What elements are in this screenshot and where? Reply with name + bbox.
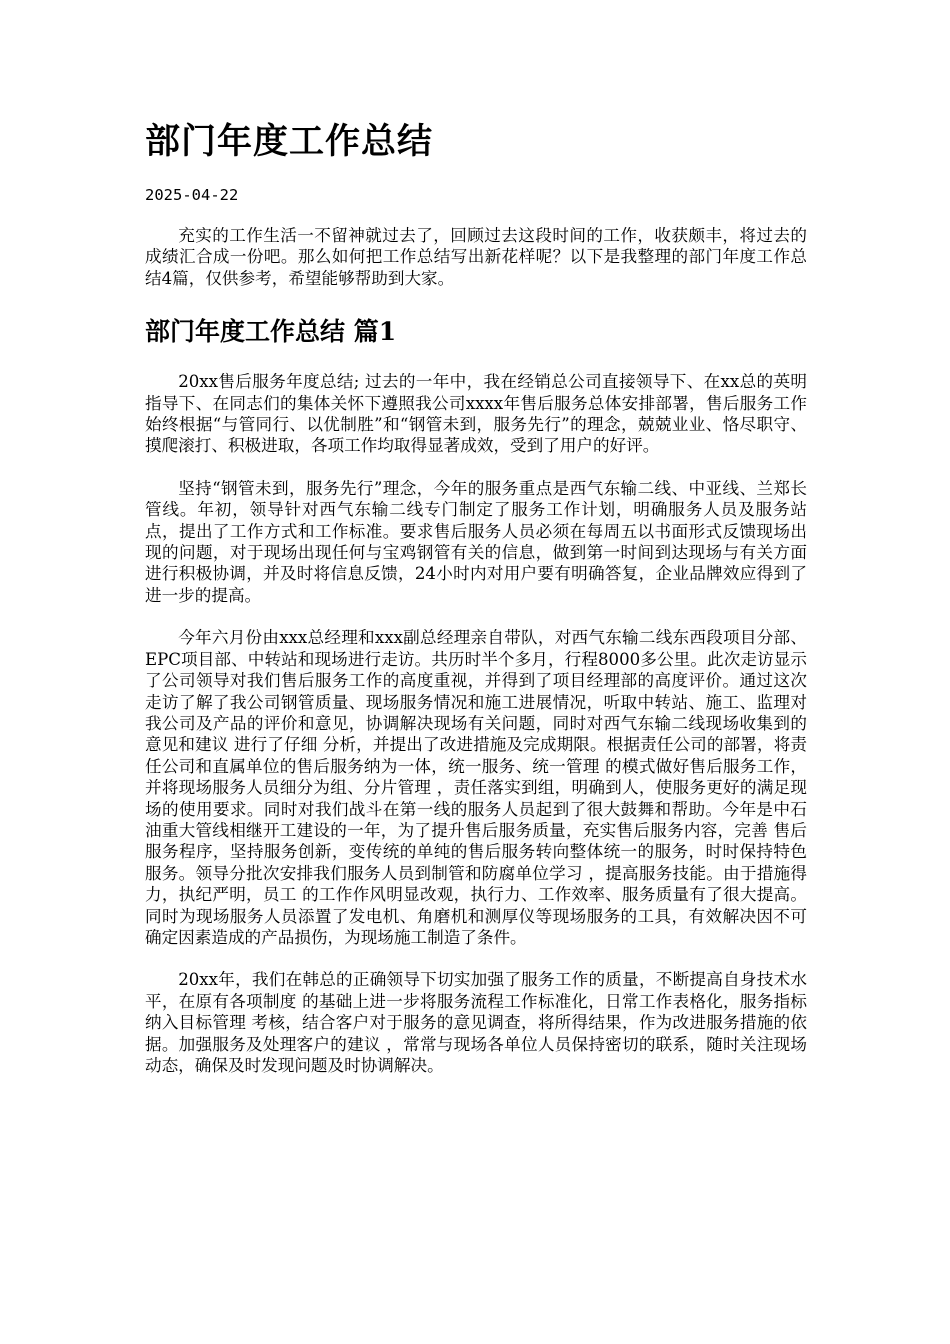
section-title: 部门年度工作总结 篇1 <box>145 317 397 347</box>
section-paragraph-4: 20xx年，我们在韩总的正确领导下切实加强了服务工作的质量，不断提高自身技术水平，在原有各项制度 的基础上进一步将服务流程工作标准化，日常工作表格化，服务指标纳入目标管理 考核，结合客户对于服务的意见调查，将所得结果，作为改进服务措施的依据。加强服务及处理客户的建议 ，常常与现场各单位人员保持密切的联系，随时关注现场动态，确保及时发现问题及时协调解决。 <box>145 970 807 1075</box>
publish-date: 2025-04-22 <box>145 186 239 204</box>
section-paragraph-2: 坚持“钢管未到，服务先行”理念，今年的服务重点是西气东输二线、中亚线、兰郑长管线。年初，领导针对西气东输二线专门制定了服务工作计划，明确服务人员及服务站点，提出了工作方式和工作标准。要求售后服务人员必须在每周五以书面形式反馈现场出现的问题，对于现场出现任何与宝鸡钢管有关的信息，做到第一时间到达现场与有关方面进行积极协调，并及时将信息反馈，24小时内对用户要有明确答复，企业品牌效应得到了进一步的提高。 <box>145 478 807 605</box>
section-paragraph-1: 20xx售后服务年度总结; 过去的一年中，我在经销总公司直接领导下、在xx总的英明指导下、在同志们的集体关怀下遵照我公司xxxx年售后服务总体安排部署，售后服务工作始终根据“与管同行、以优制胜”和“钢管未到，服务先行”的理念，兢兢业业、恪尽职守、摸爬滚打、积极进取，各项工作均取得显著成效，受到了用户的好评。 <box>145 372 807 456</box>
page-title: 部门年度工作总结 <box>145 121 434 162</box>
document-page <box>145 118 807 1076</box>
intro-paragraph: 充实的工作生活一不留神就过去了，回顾过去这段时间的工作，收获颇丰，将过去的成绩汇合成一份吧。那么如何把工作总结写出新花样呢？以下是我整理的部门年度工作总结4篇，仅供参考，希望能够帮助到大家。 <box>145 226 807 288</box>
section-paragraph-3: 今年六月份由xxx总经理和xxx副总经理亲自带队，对西气东输二线东西段项目分部、EPC项目部、中转站和现场进行走访。共历时半个多月，行程8000多公里。此次走访显示了公司领导对我们售后服务工作的高度重视，并得到了项目经理部的高度评价。通过这次走访了解了我公司钢管质量、现场服务情况和施工进展情况，听取中转站、施工、监理对我公司及产品的评价和意见，协调解决现场有关问题，同时对西气东输二线现场收集到的意见和建议 进行了仔细 分析，并提出了改进措施及完成期限。根据责任公司的部署，将责任公司和直属单位的售后服务纳为一体，统一服务、统一管理 的模式做好售后服务工作，并将现场服务人员细分为组、分片管理 ，责任落实到组，明确到人，使服务更好的满足现场的使用要求。同时对我们战斗在第一线的服务人员起到了很大鼓舞和帮助。今年是中石油重大管线相继开工建设的一年，为了提升售后服务质量，充实售后服务内容，完善 售后服务程序，坚持服务创新，变传统的单纯的售后服务转向整体统一的服务，时时保持特色服务。领导分批次安排我们服务人员到制管和防腐单位学习 ，提高服务技能。由于措施得力，执纪严明，员工 的工作作风明显改观，执行力、工作效率、服务质量有了很大提高。同时为现场服务人员添置了发电机、角磨机和测厚仪等现场服务的工具，有效解决因不可确定因素造成的产品损伤，为现场施工制造了条件。 <box>145 628 807 947</box>
